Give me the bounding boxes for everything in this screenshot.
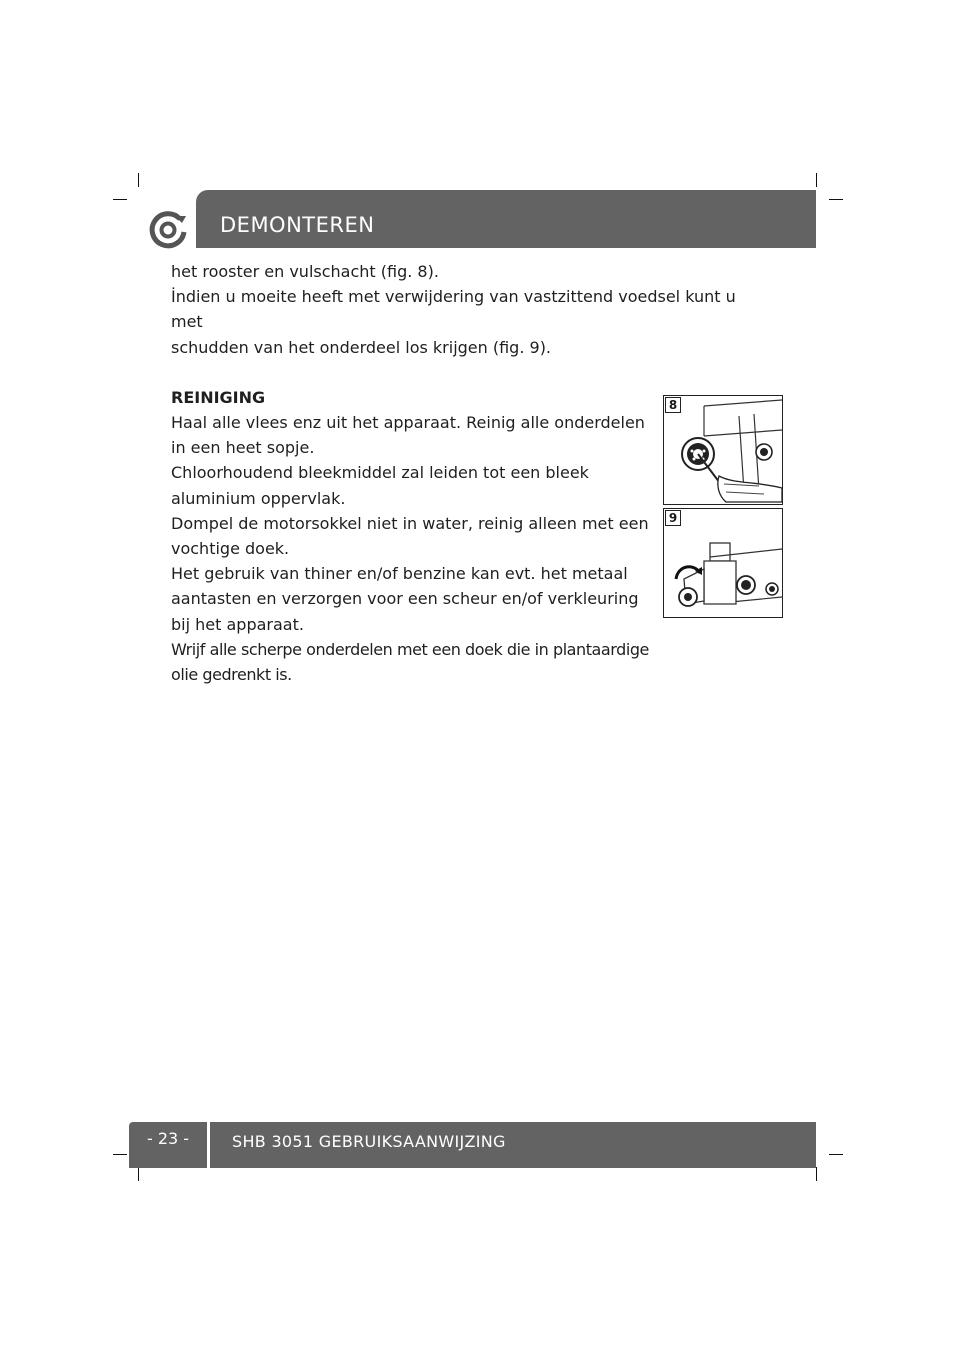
- paragraph-gap: [171, 360, 771, 385]
- figure-number: 8: [665, 397, 681, 413]
- crop-mark: [113, 199, 127, 200]
- manual-title: SHB 3051 GEBRUIKSAANWIJZING: [232, 1132, 506, 1151]
- figure-8-illustration: [664, 396, 782, 504]
- crop-mark: [113, 1154, 127, 1155]
- intro-line: het rooster en vulschacht (fig. 8).: [171, 262, 439, 281]
- page-title: DEMONTEREN: [220, 213, 375, 237]
- crop-mark: [816, 1167, 817, 1181]
- brand-logo-icon: [148, 210, 188, 250]
- crop-mark: [829, 1154, 843, 1155]
- cleaning-paragraph: Haal alle vlees enz uit het apparaat. Reinig alle onderdelen in een heet sopje.: [171, 413, 645, 458]
- figure-8: [663, 395, 783, 505]
- intro-line: schudden van het onderdeel los krijgen (fig. 9).: [171, 337, 552, 357]
- cleaning-paragraph: Chloorhoudend bleekmiddel zal leiden tot een bleek aluminium oppervlak.: [171, 463, 589, 508]
- intro-line: İndien u moeite heeft met verwijdering van vastzittend voedsel kunt u met: [171, 287, 736, 332]
- cleaning-instructions: [171, 410, 656, 687]
- page-number-tab: [129, 1122, 207, 1168]
- crop-mark: [816, 173, 817, 187]
- figure-number: 9: [665, 510, 681, 526]
- page-number: - 23 -: [146, 1129, 190, 1148]
- section-header-bar: [196, 190, 816, 248]
- crop-mark: [138, 1167, 139, 1181]
- figure-9: [663, 508, 783, 618]
- cleaning-paragraph: Het gebruik van thiner en/of benzine kan evt. het metaal aantasten en verzorgen voor een scheur en/of verkleuring bij het apparaat.: [171, 564, 639, 634]
- section-heading: REINIGING: [171, 387, 266, 407]
- cleaning-paragraph: Dompel de motorsokkel niet in water, reinig alleen met een vochtige doek.: [171, 513, 649, 559]
- footer-bar: [210, 1122, 816, 1168]
- figure-9-illustration: [664, 509, 782, 617]
- cleaning-paragraph: Wrijf alle scherpe onderdelen met een doek die in plantaardige olie gedrenkt is.: [171, 639, 649, 685]
- crop-mark: [829, 199, 843, 200]
- crop-mark: [138, 173, 139, 187]
